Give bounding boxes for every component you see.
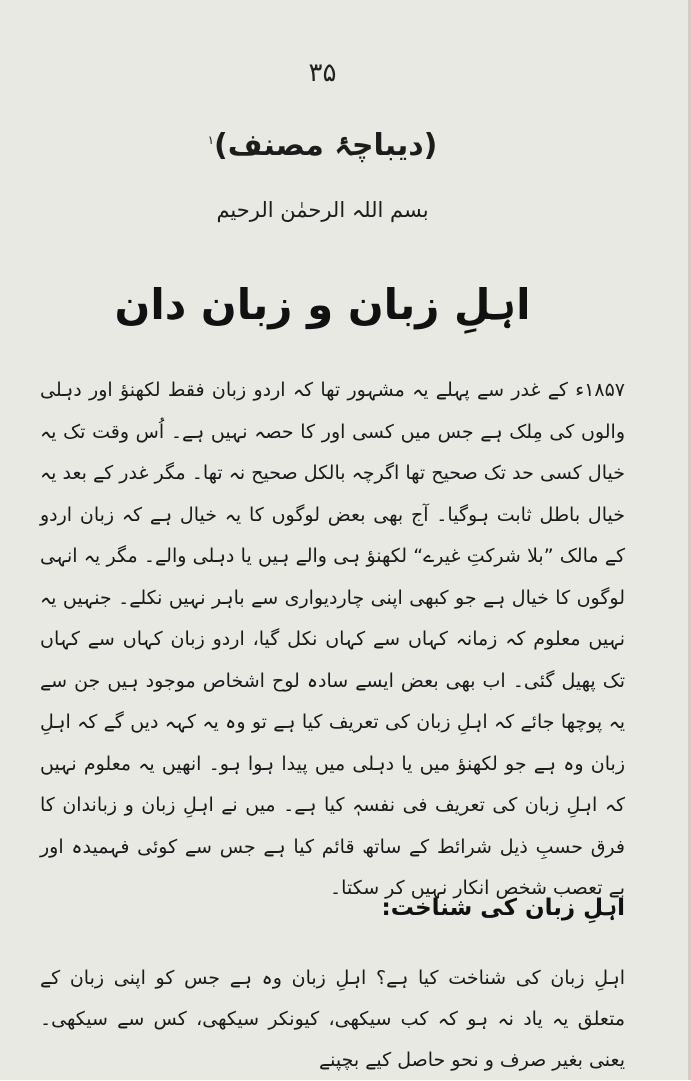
preface-heading-text: (دیباچۂ مصنف) <box>214 128 438 163</box>
paragraph-text: ۱۸۵۷ء کے غدر سے پہلے یہ مشہور تھا کہ اردو زبان فقط لکھنؤ اور دہلی والوں کی مِلک ہے جس میں کسی اور کا حصہ نہیں ہے۔ اُس وقت تک یہ خیال کسی حد تک صحیح تھا اگرچہ بالکل صحیح نہ تھا۔ مگر غدر کے بعد یہ خیال باطل ثابت ہوگیا۔ آج بھی بعض لوگوں کا یہ خیال ہے کہ زبان اردو کے مالک ”بلا شرکتِ غیرے“ لکھنؤ ہی والے ہیں یا دہلی والے۔ مگر یہ انہی لوگوں کا خیال ہے جو کبھی اپنی چاردیواری سے باہر نہیں نکلے۔ جنہیں یہ نہیں معلوم کہ زمانہ کہاں سے کہاں نکل گیا، اردو زبان کہاں سے کہاں تک پھیل گئی۔ اب بھی بعض ایسے سادہ لوح اشخاص موجود ہیں جن سے یہ پوچھا جائے کہ اہلِ زبان کی تعریف کیا ہے تو وہ یہ کہہ دیں گے کہ اہلِ زبان وہ ہے جو لکھنؤ میں یا دہلی میں پیدا ہوا ہو۔ انھیں یہ معلوم نہیں کہ اہلِ زبان کی تعریف فی نفسہٖ کیا ہے۔ میں نے اہلِ زبان و زباندان کا فرق حسبِ ذیل شرائط کے ساتھ قائم کیا ہے جس سے کوئی فہمیدہ اور بے تعصب شخص انکار نہیں کر سکتا۔ <box>40 379 625 899</box>
body-paragraph <box>40 370 625 910</box>
section-paragraph <box>40 958 625 1081</box>
section-paragraph-text: اہلِ زبان کی شناخت کیا ہے؟ اہلِ زبان وہ ہے جس کو اپنی زبان کے متعلق یہ یاد نہ ہو کہ کب سیکھی، کیونکر سیکھی، کس سے سیکھی۔ یعنی بغیر صرف و نحو حاصل کیے بچپنے <box>40 967 625 1071</box>
preface-heading <box>0 128 645 163</box>
footnote-marker: ۱ <box>207 133 215 147</box>
chapter-title: اہلِ زبان و زبان دان <box>114 280 531 329</box>
page-number: ۳۵ <box>308 58 337 88</box>
bismillah: بسم اللہ الرحمٰن الرحیم <box>216 198 429 222</box>
section-heading: اہلِ زبان کی شناخت: <box>381 895 625 921</box>
